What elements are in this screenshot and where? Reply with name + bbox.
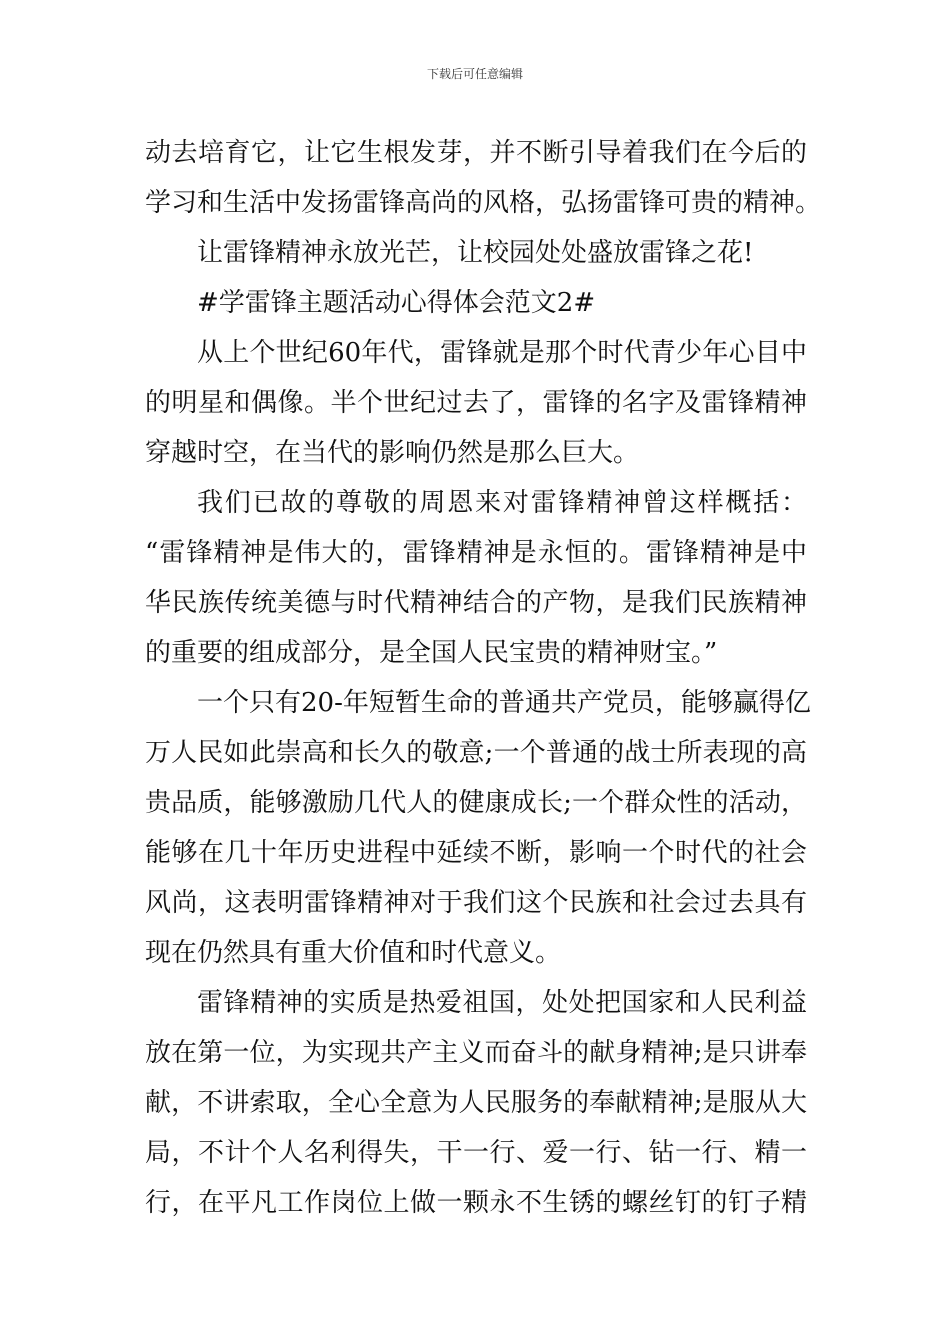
text-line: 我们已故的尊敬的周恩来对雷锋精神曾这样概括： bbox=[197, 488, 807, 518]
text-line: 风尚，这表明雷锋精神对于我们这个民族和社会过去具有 bbox=[145, 888, 807, 918]
text-line: 学习和生活中发扬雷锋高尚的风格，弘扬雷锋可贵的精神。 bbox=[145, 188, 822, 218]
text-line: 万人民如此崇高和长久的敬意;一个普通的战士所表现的高 bbox=[145, 738, 807, 768]
page-header: 下载后可任意编辑 bbox=[426, 67, 523, 81]
text-line: 的明星和偶像。半个世纪过去了，雷锋的名字及雷锋精神 bbox=[145, 388, 807, 418]
section-heading: #学雷锋主题活动心得体会范文2# bbox=[197, 288, 596, 318]
text-line: 行，在平凡工作岗位上做一颗永不生锈的螺丝钉的钉子精 bbox=[145, 1188, 807, 1218]
text-line: 雷锋精神的实质是热爱祖国，处处把国家和人民利益 bbox=[197, 988, 807, 1018]
text-line: 能够在几十年历史进程中延续不断，影响一个时代的社会 bbox=[145, 838, 807, 868]
text-line: 从上个世纪60年代，雷锋就是那个时代青少年心目中 bbox=[197, 338, 807, 368]
text-line: 让雷锋精神永放光芒，让校园处处盛放雷锋之花! bbox=[197, 238, 754, 268]
text-line: 现在仍然具有重大价值和时代意义。 bbox=[145, 938, 562, 968]
text-line: 的重要的组成部分，是全国人民宝贵的精神财宝。” bbox=[145, 638, 718, 668]
text-line: 局，不计个人名利得失，干一行、爱一行、钻一行、精一 bbox=[145, 1138, 807, 1168]
text-line: 放在第一位，为实现共产主义而奋斗的献身精神;是只讲奉 bbox=[145, 1038, 807, 1068]
text-line: “雷锋精神是伟大的，雷锋精神是永恒的。雷锋精神是中 bbox=[145, 538, 807, 568]
text-line: 献，不讲索取，全心全意为人民服务的奉献精神;是服从大 bbox=[145, 1088, 807, 1118]
text-line: 穿越时空，在当代的影响仍然是那么巨大。 bbox=[145, 438, 640, 468]
text-line: 华民族传统美德与时代精神结合的产物，是我们民族精神 bbox=[145, 588, 807, 618]
text-line: 贵品质，能够激励几代人的健康成长;一个群众性的活动， bbox=[145, 788, 807, 818]
document-body bbox=[145, 128, 822, 1228]
text-line: 动去培育它，让它生根发芽，并不断引导着我们在今后的 bbox=[145, 138, 807, 168]
text-line: 一个只有20-年短暂生命的普通共产党员，能够赢得亿 bbox=[197, 688, 811, 718]
